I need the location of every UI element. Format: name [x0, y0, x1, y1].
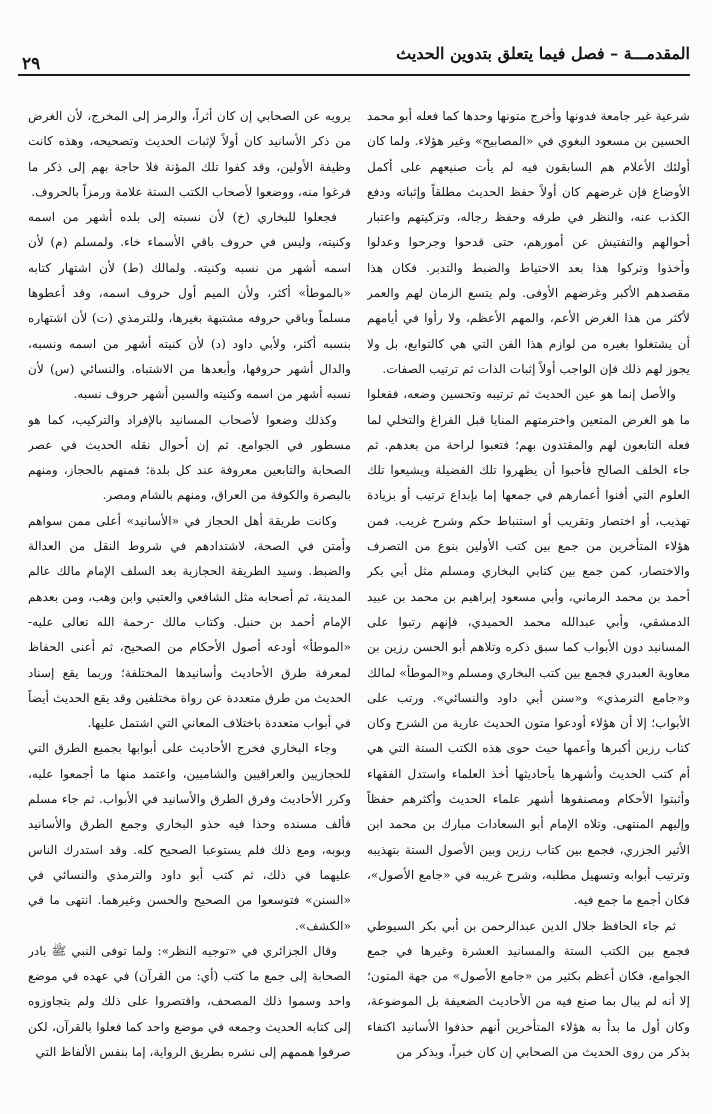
paragraph: وجاء البخاري فخرج الأحاديث على أبوابها بجميع الطرق التي للحجازيين والعراقيين والشاميين، واعتمد منها ما أجمعوا عليه، وكرر الأحاديث وفرق الطرق والأسانيد في الأبواب. ثم جاء مسلم فألف مسنده وحذا فيه حذو البخاري وجمع الطرق والأسانيد وبوبه، ومع ذلك فلم يستوعبا الصحيح كله. وقد استدرك الناس عليهما في ذلك، ثم كتب أبو داود والترمذي والنسائي في «السنن» فتوسعوا من الصحيح والحسن وغيرهما. انتهى ما في «الكشف». [28, 741, 351, 933]
header-rule [18, 74, 690, 76]
paragraph: وكانت طريقة أهل الحجاز في «الأسانيد» أعلى ممن سواهم وأمتن في الصحة، لاشتدادهم في شروط النقل من العدالة والضبط. وسيد الطريقة الحجازية بعد السلف الإمام مالك عالم المدينة، ثم أصحابه مثل الشافعي والعتبي وابن وهب، ومن بعدهم الإمام أحمد بن حنبل. وكتاب مالك -رحمة الله تعالى عليه- «الموطأ» أودعه أصول الأحكام من الصحيح، ثم أعنى الحفاظ لمعرفة طرق الأحاديث وأسانيدها المختلفة؛ وربما يقع إسناد الحديث من طرق متعددة عن رواة مختلفين وقد يقع الحديث أيضاً في أبواب متعددة باختلاف المعاني التي اشتمل عليها. [28, 513, 351, 731]
running-head: المقدمـــة – فصل فيما يتعلق بتدوين الحديث [396, 44, 690, 63]
paragraph: والأصل إنما هو عين الحديث ثم ترتيبه وتحسين وضعه، ففعلوا ما هو الغرض المتعين واخترمتهم المنايا قبل الفراغ والتخلي لما فعله التابعون لهم والمقتدون بهم؛ فتعبوا لراحة من بعدهم. ثم جاء الخلف الصالح فأحبوا أن يظهروا تلك الفضيلة ويشيعوا تلك العلوم التي أفنوا أعمارهم في جمعها إما بإبداع ترتيب أو بزيادة تهذيب، أو اختصار وتقريب أو استنباط حكم وشرح غريب. فمن هؤلاء المتأخرين من جمع بين كتب الأولين بنوع من التصرف والاختصار، كمن جمع بين كتابي البخاري ومسلم مثل أبي بكر أحمد بن محمد الرماني، وأبي مسعود إبراهيم بن محمد بن عبيد الدمشقي، وأبي عبدالله محمد الحميدي، فإنهم رتبوا على المسانيد دون الأبواب كما سبق ذكره وتلاهم أبو الحسن رزين بن معاوية العبدري فجمع بين كتب البخاري ومسلم و«الموطأ» لمالك و«جامع الترمذي» و«سنن أبي داود والنسائي». ورتب على الأبواب؛ إلا أن هؤلاء أودعوا متون الحديث عارية من الشرح وكان كتاب رزين أكبرها وأعمها حيث حوى هذه الكتب الستة التي هي أم كتب الحديث وأشهرها بأحاديثها أخذ العلماء واستدل الفقهاء وأثبتوا الأحكام ومصنفوها أشهر علماء الحديث وأكثرهم حفظاً وإليهم المنتهى. وتلاه الإمام أبو السعادات مبارك بن محمد ابن الأثير الجزري، فجمع بين كتاب رزين وبين الأصول الستة بتهذيبه وترتيب أبوابه وتسهيل مطلبه، وشرح غريبه في «جامع الأصول»، فكان أجمع ما جمع فيه. [367, 387, 690, 908]
paragraph: يرويه عن الصحابي إن كان أثراً، والرمز إلى المخرج، لأن الغرض من ذكر الأسانيد كان أولاً لإثبات الحديث وتصحيحه، وهذه كانت وظيفة الأولين، وقد كفوا تلك المؤنة فلا حاجة بهم إلى ذكر ما فرغوا منه، ووضعوا لأصحاب الكتب الستة علامة ورمزاً بالحروف. [28, 109, 351, 199]
right-column [367, 104, 690, 1094]
page-number: ٢٩ [22, 54, 41, 74]
paragraph: فجعلوا للبخاري (خ) لأن نسبته إلى بلده أشهر من اسمه وكنيته، وليس في حروف باقي الأسماء خاء. ولمسلم (م) لأن اسمه أشهر من نسبه وكنيته. ولمالك (ط) لأن اشتهار كتابه «بالموطأ» أكثر، ولأن الميم أول حروف اسمه، وقد أعطوها مسلماً وباقي حروفه مشتبهة بغيرها، وللترمذي (ت) لأن اشتهاره بنسبه أكثر، ولأبي داود (د) لأن كنيته أشهر من اسمه ونسبه، والدال أشهر حروفها، وأبعدها من الاشتباه. والنسائي (س) لأن نسبه أشهر من اسمه وكنيته والسين أشهر حروف نسبه. [28, 210, 351, 402]
left-column [28, 104, 351, 1094]
paragraph: شرعية غير جامعة فدونها وأخرج متونها وحدها كما فعله أبو محمد الحسين بن مسعود البغوي في «المصابيح» وغير هؤلاء. ولما كان أولئك الأعلام هم السابقون فيه لم يأت صنيعهم على أكمل الأوضاع فإن غرضهم كان أولاً حفظ الحديث مطلقاً وإثباته ودفع الكذب عنه، والنظر في طرقه وحفظ رجاله، وتزكيتهم واعتبار أحوالهم والتفتيش عن أمورهم، حتى قدحوا وجرحوا وعدلوا وأخذوا وتركوا هذا بعد الاحتياط والضبط والتدبر. فكان هذا مقصدهم الأكبر وغرضهم الأوفى. ولم يتسع الزمان لهم والعمر لأكثر من هذا الغرض الأعم، والمهم الأعظم، ولا رأوا في أيامهم أن يشتغلوا بغيره من لوازم هذا الفن التي هي كالتوابع، بل ولا يجوز لهم ذلك فإن الواجب أولاً إثبات الذات ثم ترتيب الصفات. [367, 109, 690, 376]
paragraph: ثم جاء الحافظ جلال الدين عبدالرحمن بن أبي بكر السيوطي فجمع بين الكتب الستة والمسانيد العشرة وغيرها في جمع الجوامع، فكان أعظم بكثير من «جامع الأصول» من جهة المتون؛ إلا أنه لم يبال بما صنع فيه من الأحاديث الضعيفة بل الموضوعة، وكان أول ما بدأ به هؤلاء المتأخرين أنهم حذفوا الأسانيد اكتفاء بذكر من روى الحديث من الصحابي إن كان خبراً، وبذكر من [367, 918, 690, 1059]
paragraph: وقال الجزائري في «توجيه النظر»: ولما توفى النبي ﷺ بادر الصحابة إلى جمع ما كتب (أي: من القرآن) في عهده في موضع واحد وسموا ذلك المصحف، واقتصروا على ذلك ولم يتجاوزوه إلى كتابه الحديث وجمعه في موضع واحد كما فعلوا بالقرآن، لكن صرفوا هممهم إلى نشره بطريق الرواية، إما بنفس الألفاظ التي [28, 943, 351, 1059]
page-header [18, 36, 690, 76]
paragraph: وكذلك وضعوا لأصحاب المسانيد بالإفراد والتركيب، كما هو مسطور في الجوامع. ثم إن أحوال نقله الحديث في عصر الصحابة والتابعين معروفة عند كل بلدة؛ فمنهم بالحجاز، ومنهم بالبصرة والكوفة من العراق، ومنهم بالشام ومصر. [28, 412, 351, 503]
